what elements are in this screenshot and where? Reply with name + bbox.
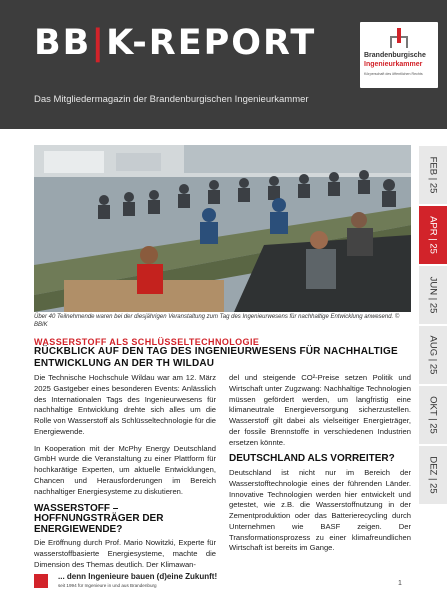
event-photo xyxy=(34,145,411,312)
tab-apr-25[interactable]: APR | 25 xyxy=(419,206,447,266)
tab-jun-25[interactable]: JUN | 25 xyxy=(419,266,447,326)
chamber-logo xyxy=(360,22,438,88)
masthead xyxy=(0,0,447,129)
paragraph: del und steigende CO²-Preise setzen Politik und Wirtschaft unter Zugzwang: Nachhaltige Technologien müssen gefördert werden, um langfristig eine klimaneutrale Energieversorgung sicherzustellen. Wasserstoff gilt dabei als vielseitiger Energieträger, der fossile Brennstoffe in verschiedenen Industrien ersetzen könnte. xyxy=(229,373,411,447)
article-kicker: WASSERSTOFF ALS SCHLÜSSELTECHNOLOGIE xyxy=(34,337,260,347)
footer-square-icon xyxy=(34,574,48,588)
tab-okt-25[interactable]: OKT | 25 xyxy=(419,386,447,446)
tab-feb-25[interactable]: FEB | 25 xyxy=(419,146,447,206)
logo-line-3: Körperschaft des öffentlichen Rechts xyxy=(364,72,423,76)
article-column-right xyxy=(229,373,411,560)
paragraph: In Kooperation mit der McPhy Energy Deutschland GmbH wurde die Veranstaltung zu einer Plattform für hochkarätige Experten, um aktuelle Entwicklungen, Chancen und Herausforderungen im Bereich nachhaltiger Energiesysteme zu diskutieren. xyxy=(34,443,216,496)
paragraph: Deutschland ist nicht nur im Bereich der Wasserstofftechnologie eines der führenden Länder. Innovative Technologien werden hier entwickelt und getestet, wie z.B. die Wasserstoffnutzung in der Zementproduktion oder das Batterierecycling durch Unternehmen wie BASF zeigen. Der Transformationsprozess zu einer klimafreundlichen Wirtschaft ist bereits im Gange. xyxy=(229,467,411,553)
tab-aug-25[interactable]: AUG | 25 xyxy=(419,326,447,386)
footer-tagline: seit 1994 für Ingenieure in und aus Brandenburg xyxy=(58,583,157,588)
lecture-hall-illustration xyxy=(34,145,411,312)
article-headline: RÜCKBLICK AUF DEN TAG DES INGENIEURWESENS FÜR NACHHALTIGE ENTWICKLUNG AN DER TH WILDAU xyxy=(34,346,398,369)
tab-dez-25[interactable]: DEZ | 25 xyxy=(419,446,447,506)
page-number: 1 xyxy=(398,580,402,587)
logo-line-1: Brandenburgische xyxy=(364,52,426,59)
paragraph: Die Eröffnung durch Prof. Mario Nowitzki, Experte für wasserstoffbasierte Energiesysteme, machte die Dimension des Themas deutlich. Der Klimawan- xyxy=(34,538,216,569)
section-heading: WASSERSTOFF – HOFFNUNGSTRÄGER DER ENERGIEWENDE? xyxy=(34,502,164,535)
chamber-emblem-icon xyxy=(390,28,408,48)
magazine-subtitle: Das Mitgliedermagazin der Brandenburgischen Ingenieurkammer xyxy=(34,94,309,105)
logo-line-2: Ingenieurkammer xyxy=(364,61,423,68)
section-heading: DEUTSCHLAND ALS VORREITER? xyxy=(229,453,395,465)
footer-slogan: ... denn Ingenieure bauen (d)eine Zukunft! xyxy=(58,572,218,581)
paragraph: Die Technische Hochschule Wildau war am 12. März 2025 Gastgeber eines besonderen Events: Anlässlich des Internationalen Tags des Ingenieurwesens für nachhaltige Entwicklung drehte sich alles um die Rolle von Wasserstoff als Schlüsseltechnologie für die Energiewende. xyxy=(34,373,216,436)
photo-caption: Über 40 Teilnehmende waren bei der diesjährigen Veranstaltung zum Tag des Ingenieurwesens für nachhaltige Entwicklung anwesend. © BBIK xyxy=(34,314,400,329)
article-column-left xyxy=(34,373,216,576)
issue-tabs xyxy=(419,146,447,506)
magazine-title: BB|K-REPORT xyxy=(34,23,317,63)
